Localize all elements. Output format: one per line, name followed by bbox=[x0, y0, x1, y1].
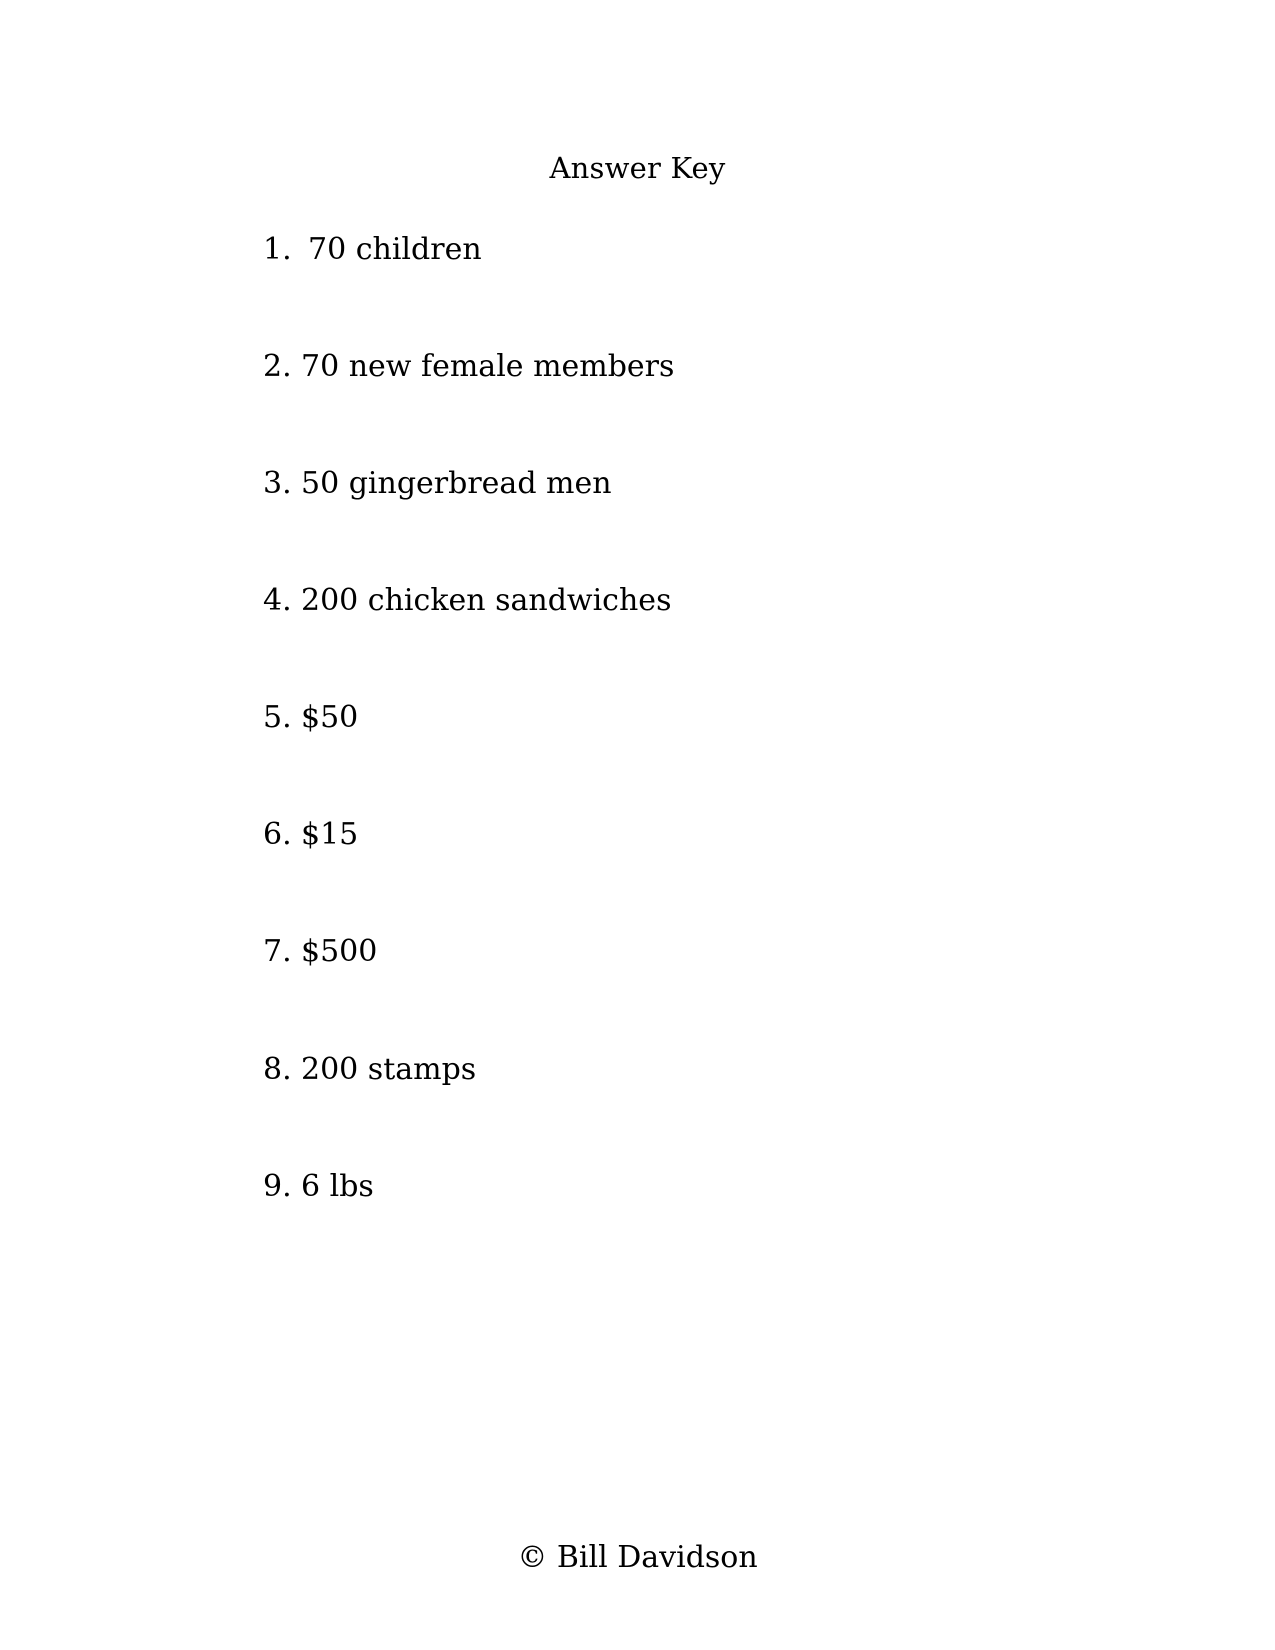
answer-text: $15 bbox=[301, 817, 359, 852]
answer-text: $50 bbox=[301, 700, 359, 735]
answer-number: 6. bbox=[263, 817, 292, 852]
answer-text: 70 children bbox=[308, 232, 482, 267]
answer-text: $500 bbox=[301, 934, 378, 969]
answer-item bbox=[263, 232, 482, 268]
answer-item bbox=[263, 1169, 374, 1205]
answer-item bbox=[263, 817, 358, 853]
answer-text: 70 new female members bbox=[301, 349, 675, 384]
answer-number: 2. bbox=[263, 349, 292, 384]
answer-item bbox=[263, 466, 612, 502]
answer-item bbox=[263, 349, 674, 385]
answer-text: 200 stamps bbox=[301, 1052, 477, 1087]
answer-item bbox=[263, 1052, 476, 1088]
answer-number: 9. bbox=[263, 1169, 292, 1204]
answer-text: 50 gingerbread men bbox=[301, 466, 612, 501]
answer-item bbox=[263, 583, 671, 619]
answer-item bbox=[263, 934, 377, 970]
copyright-footer: © Bill Davidson bbox=[517, 1540, 758, 1575]
answer-number: 1. bbox=[263, 232, 292, 267]
answer-number: 3. bbox=[263, 466, 292, 501]
answer-text: 6 lbs bbox=[301, 1169, 374, 1204]
answer-number: 4. bbox=[263, 583, 292, 618]
answer-text: 200 chicken sandwiches bbox=[301, 583, 672, 618]
answer-number: 5. bbox=[263, 700, 292, 735]
answer-item bbox=[263, 700, 358, 736]
answer-number: 7. bbox=[263, 934, 292, 969]
answer-number: 8. bbox=[263, 1052, 292, 1087]
page-title: Answer Key bbox=[549, 151, 726, 185]
